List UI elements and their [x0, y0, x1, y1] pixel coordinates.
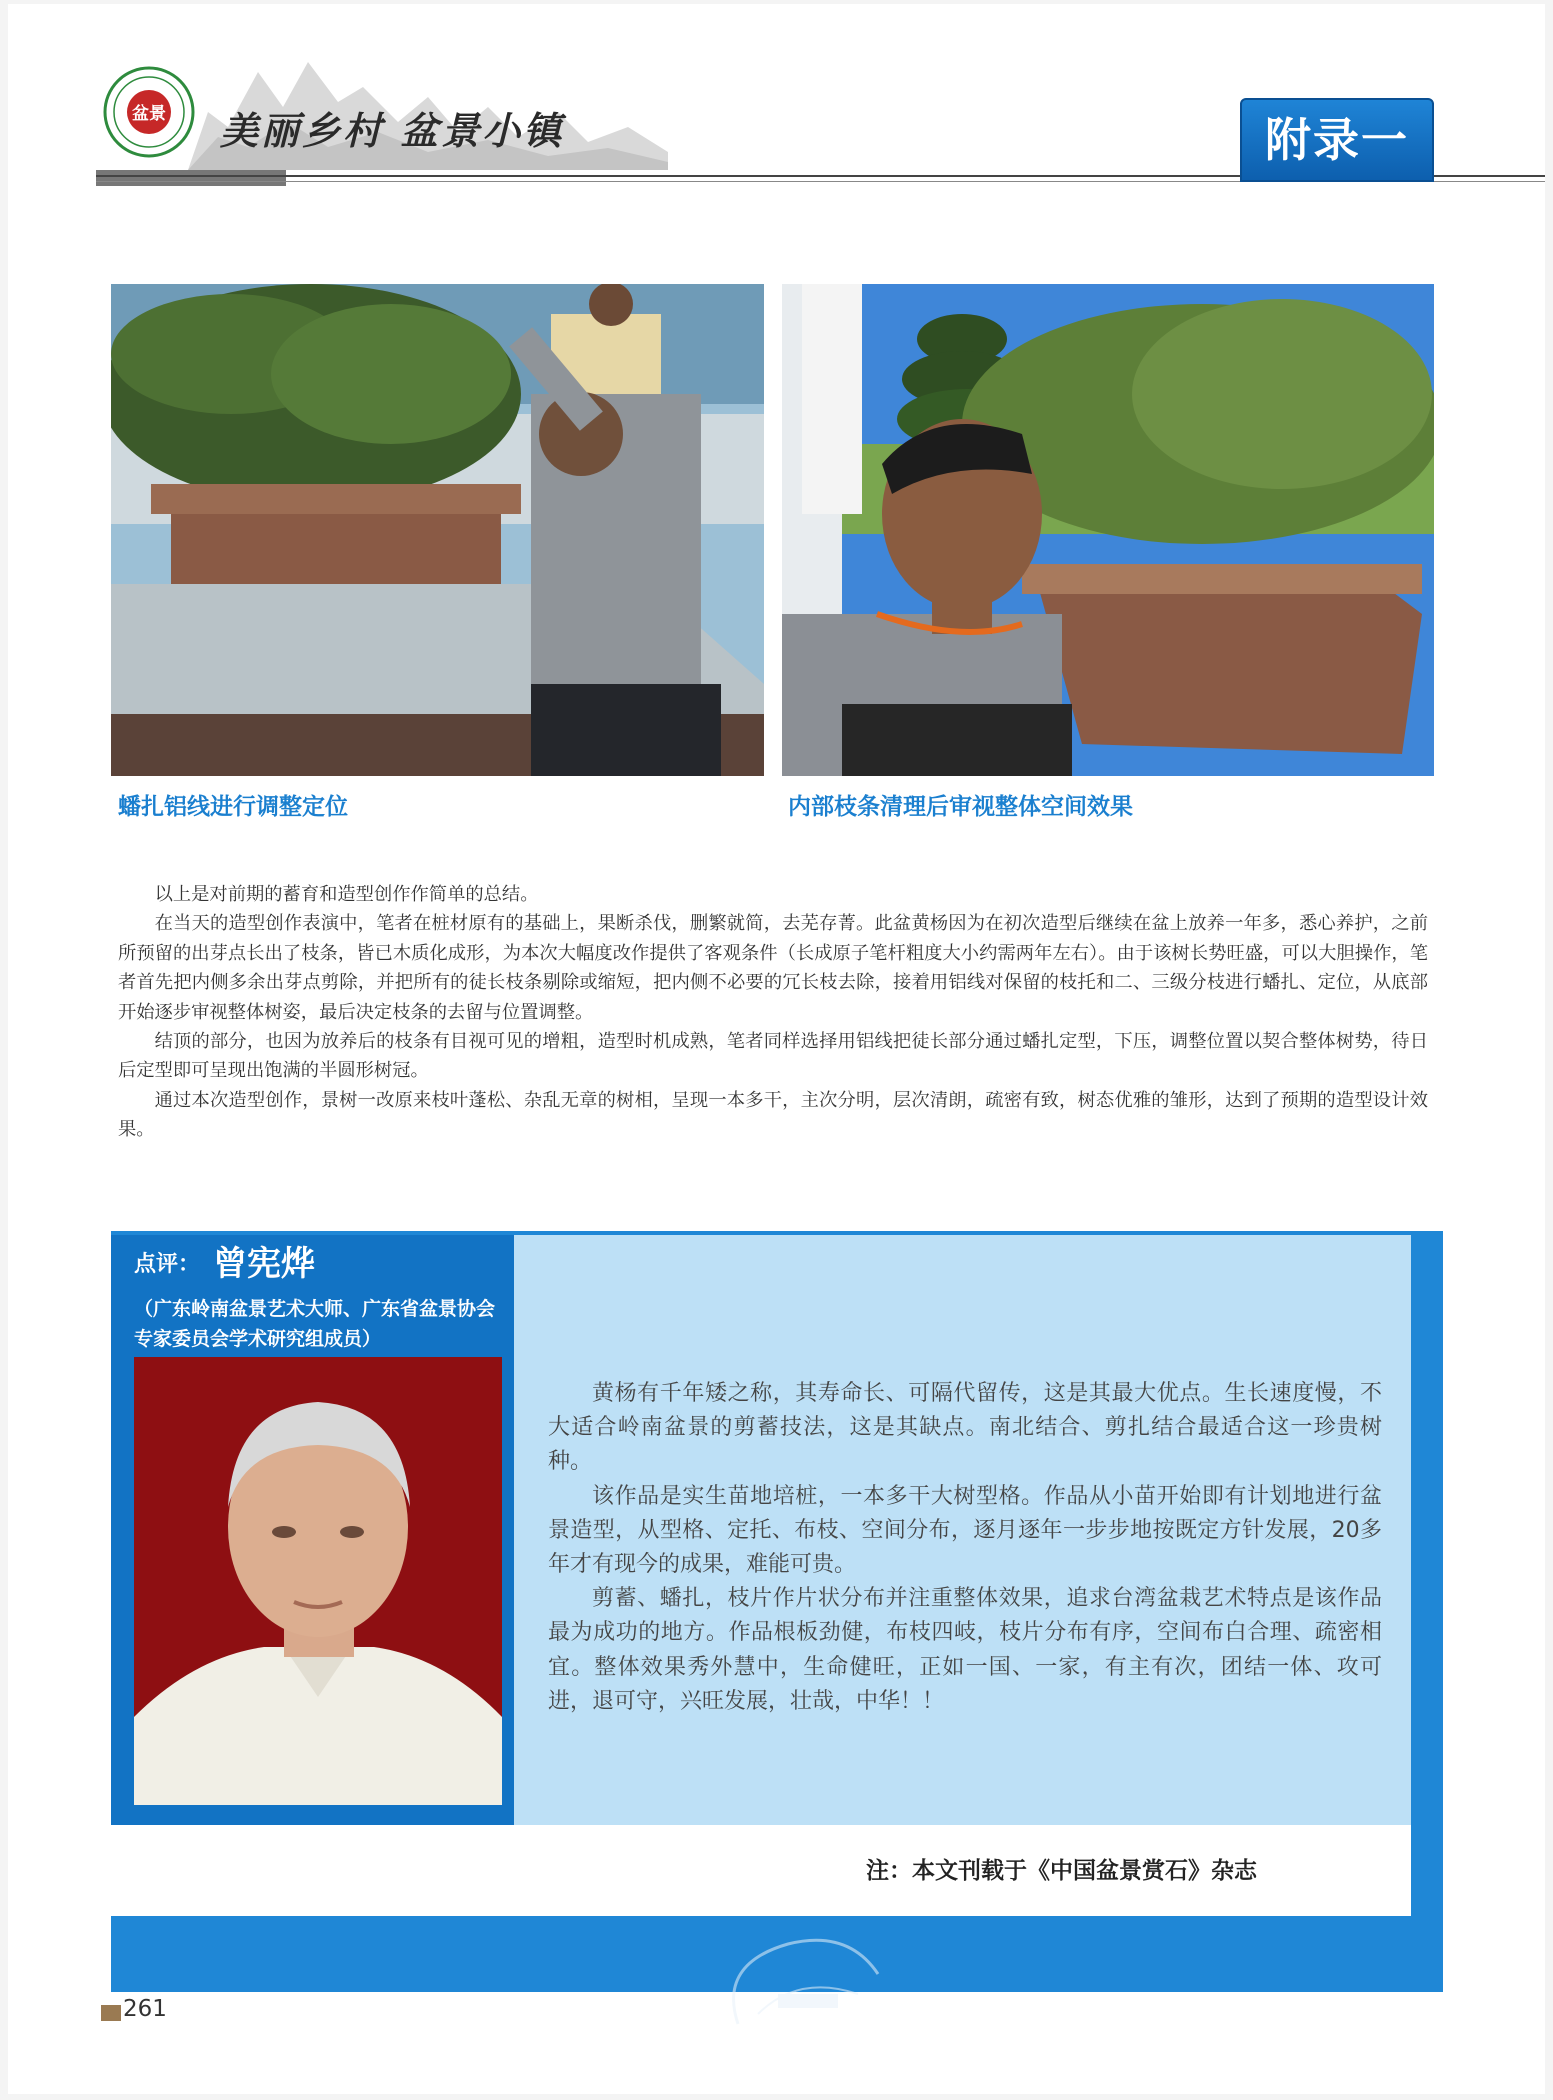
- review-paragraph: 该作品是实生苗地培桩，一本多干大树型格。作品从小苗开始即有计划地进行盆景造型，从型格、定托、布枝、空间分布，逐月逐年一步步地按既定方针发展，20多年才有现今的成果，难能可贵。: [548, 1483, 1382, 1578]
- publication-note: 注：本文刊载于《中国盆景赏石》杂志: [866, 1858, 1257, 1884]
- bonsai-watermark-icon: [678, 1904, 918, 2034]
- photo-wiring-bonsai: [111, 284, 764, 776]
- appendix-tab: 附录一: [1240, 98, 1434, 182]
- page-number: 261: [123, 1996, 167, 2022]
- article-body: [118, 880, 1428, 1145]
- article-paragraph: 以上是对前期的蓄育和造型创作作简单的总结。: [154, 884, 539, 905]
- review-paragraph: 剪蓄、蟠扎，枝片作片状分布并注重整体效果，追求台湾盆栽艺术特点是该作品最为成功的地方。作品根板劲健，布枝四岐，枝片分布有序，空间布白合理、疏密相宜。整体效果秀外慧中，生命健旺，正如一国、一家，有主有次，团结一体、攻可进，退可守，兴旺发展，壮哉，中华！！: [548, 1586, 1382, 1714]
- header-accent-bar: [96, 170, 286, 186]
- magazine-title: 美丽乡村 盆景小镇: [220, 108, 565, 153]
- photo-caption-right: 内部枝条清理后审视整体空间效果: [788, 794, 1133, 820]
- logo-label: 盆景: [132, 104, 166, 124]
- review-text: [548, 1377, 1382, 1719]
- bonsai-town-logo-icon: [103, 66, 195, 158]
- review-paragraph: 黄杨有千年矮之称，其寿命长、可隔代留传，这是其最大优点。生长速度慢，不大适合岭南盆景的剪蓄技法，这是其缺点。南北结合、剪扎结合最适合这一珍贵树种。: [548, 1381, 1382, 1475]
- photo-caption-left: 蟠扎铝线进行调整定位: [118, 794, 348, 820]
- commentator-title: （广东岭南盆景艺术大师、广东省盆景协会专家委员会学术研究组成员）: [134, 1298, 496, 1350]
- article-paragraph: 通过本次造型创作，景树一改原来枝叶蓬松、杂乱无章的树相，呈现一本多干，主次分明，层次清朗，疏密有致，树态优雅的雏形，达到了预期的造型设计效果。: [118, 1089, 1428, 1141]
- commentator-name: 曾宪烨: [213, 1244, 315, 1284]
- article-paragraph: 结顶的部分，也因为放养后的枝条有目视可见的增粗，造型时机成熟，笔者同样选择用铝线把徒长部分通过蟠扎定型，下压，调整位置以契合整体树势，待日后定型即可呈现出饱满的半圆形树冠。: [118, 1031, 1428, 1082]
- commentator-portrait: [134, 1357, 502, 1805]
- photo-inspecting-bonsai: [782, 284, 1434, 776]
- magazine-page: [8, 4, 1545, 2094]
- article-paragraph: 在当天的造型创作表演中，笔者在桩材原有的基础上，果断杀伐，删繁就简，去芜存菁。此盆黄杨因为在初次造型后继续在盆上放养一年多，悉心养护，之前所预留的出芽点长出了枝条，皆已木质化成形，为本次大幅度改作提供了客观条件（长成原子笔杆粗度大小约需两年左右）。由于该树长势旺盛，可以大胆操作，笔者首先把内侧多余出芽点剪除，并把所有的徒长枝条剔除或缩短，把内侧不必要的冗长枝去除，接着用铝线对保留的枝托和二、三级分枝进行蟠扎、定位，从底部开始逐步审视整体树姿，最后决定枝条的去留与位置调整。: [118, 913, 1428, 1023]
- page-number-marker: [101, 2005, 121, 2021]
- comment-box-right-border: [1411, 1231, 1443, 1971]
- comment-label: 点评：: [134, 1252, 201, 1277]
